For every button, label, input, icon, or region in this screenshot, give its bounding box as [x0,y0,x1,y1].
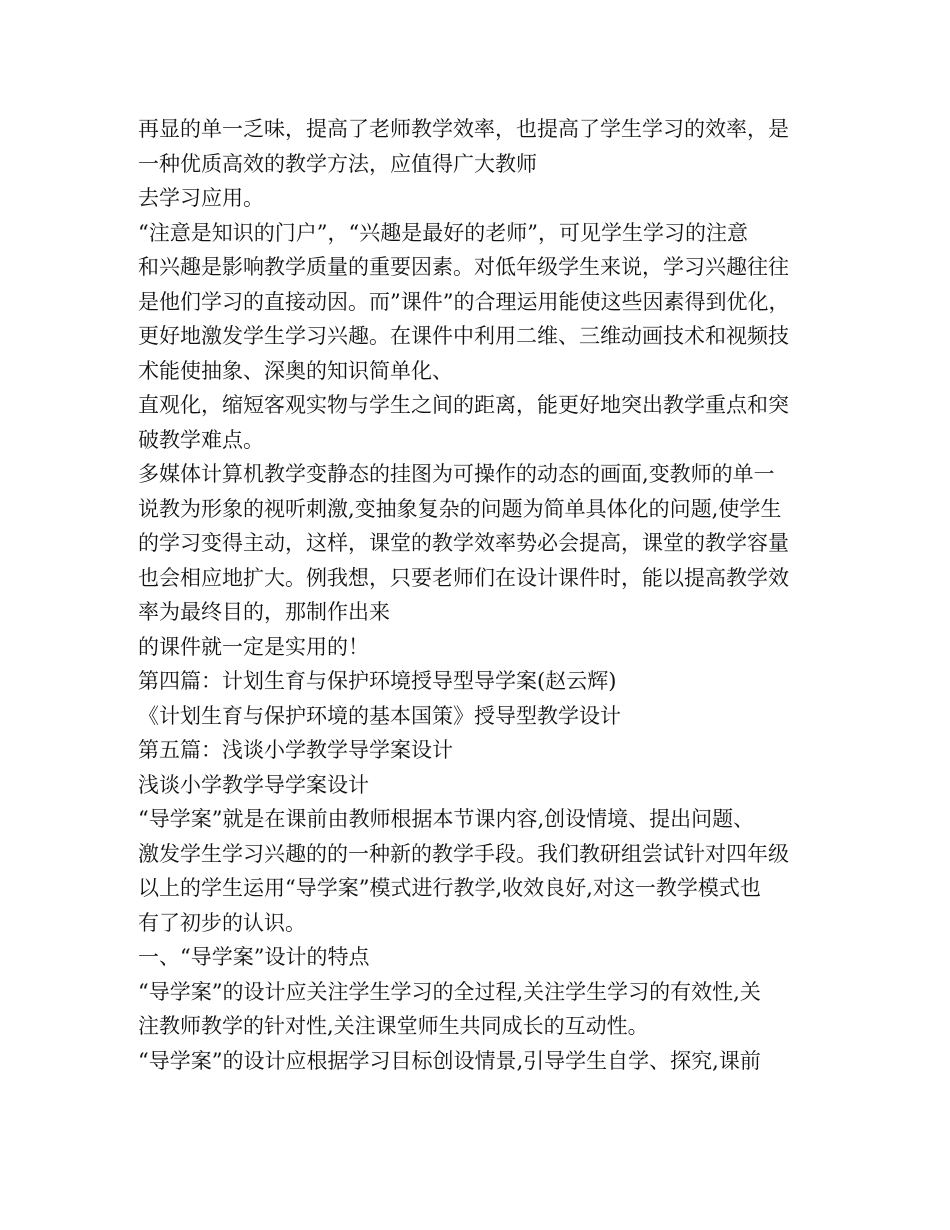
text-line: 直观化，缩短客观实物与学生之间的距离，能更好地突出教学重点和突 [138,393,789,417]
text-line: 再显的单一乏味，提高了老师教学效率，也提高了学生学习的效率，是 [138,117,789,141]
text-line: 的学习变得主动，这样，课堂的教学效率势必会提高，课堂的教学容量 [138,531,789,555]
text-line: 术能使抽象、深奥的知识简单化、 [138,358,453,383]
subsection-heading: 一、“导学案”设计的特点 [138,945,370,969]
text-line: 是他们学习的直接动因。而”课件”的合理运用能使这些因素得到优化， [138,289,790,314]
text-line: 注教师教学的针对性,关注课堂师生共同成长的互动性。 [138,1014,649,1038]
text-line: 去学习应用。 [138,186,264,210]
text-line: “导学案”就是在课前由教师根据本节课内容,创设情境、提出问题、 [138,807,755,831]
text-line: “注意是知识的门户”，“兴趣是最好的老师”，可见学生学习的注意 [138,220,748,245]
text-line: 的课件就一定是实用的！ [138,634,369,659]
text-line: “导学案”的设计应关注学生学习的全过程,关注学生学习的有效性,关 [138,979,761,1004]
text-line: 说教为形象的视听刺激,变抽象复杂的问题为简单具体化的问题,使学生 [138,496,782,521]
text-line: “导学案”的设计应根据学习目标创设情景,引导学生自学、探究,课前 [138,1048,761,1073]
text-line: 更好地激发学生学习兴趣。在课件中利用二维、三维动画技术和视频技 [138,324,789,348]
text-line: 一种优质高效的教学方法，应值得广大教师 [138,151,537,176]
text-line: 多媒体计算机教学变静态的挂图为可操作的动态的画面,变教师的单一 [138,462,775,486]
text-line: 和兴趣是影响教学质量的重要因素。对低年级学生来说，学习兴趣往往 [138,255,789,279]
document-body [138,112,828,1078]
text-line: 《计划生育与保护环境的基本国策》授导型教学设计 [138,703,621,728]
text-line: 也会相应地扩大。例我想，只要老师们在设计课件时，能以提高教学效 [138,565,789,590]
text-line: 有了初步的认识。 [138,910,306,935]
text-line: 激发学生学习兴趣的的一种新的教学手段。我们教研组尝试针对四年级 [138,841,789,866]
article-title: 浅谈小学教学导学案设计 [138,772,369,797]
text-line: 以上的学生运用“导学案”模式进行教学,收效良好,对这一教学模式也 [138,876,761,900]
text-line: 率为最终目的，那制作出来 [138,600,390,624]
text-line: 破教学难点。 [138,427,264,452]
section-heading-4: 第四篇：计划生育与保护环境授导型导学案(赵云辉) [138,669,617,693]
section-heading-5: 第五篇：浅谈小学教学导学案设计 [138,738,453,762]
